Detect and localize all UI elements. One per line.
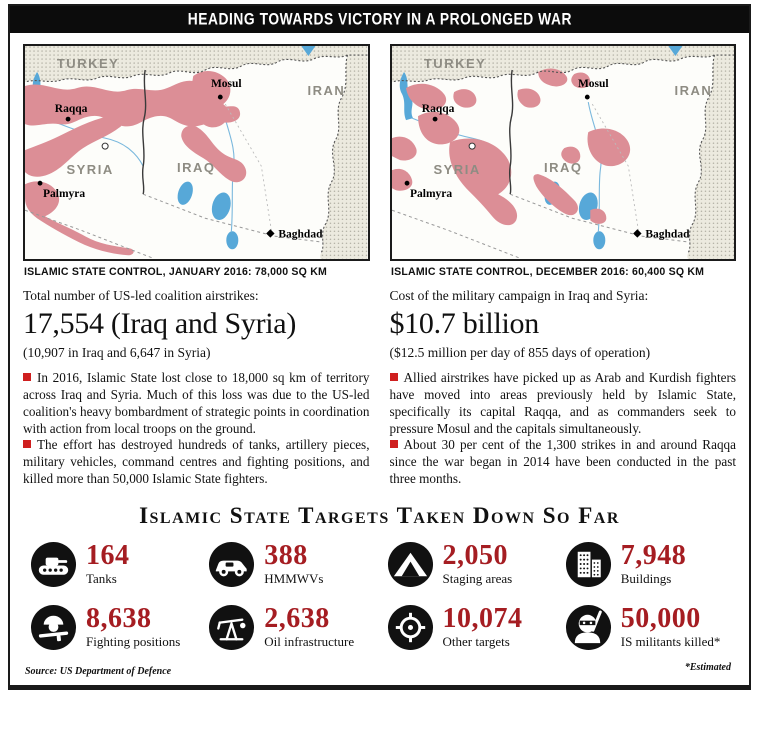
target-label: Fighting positions xyxy=(86,634,181,650)
map-panel-january xyxy=(23,44,370,278)
map-label-iraq: IRAQ xyxy=(543,160,583,176)
cost-intro: Cost of the military campaign in Iraq and Syria: xyxy=(389,288,649,304)
target-item-staging-areas xyxy=(387,541,557,588)
target-label: Other targets xyxy=(442,634,510,650)
soldier-icon xyxy=(30,604,77,651)
map-label-syria: SYRIA xyxy=(66,162,114,178)
map-label-syria: SYRIA xyxy=(432,162,481,178)
bullets-right xyxy=(390,370,737,487)
map-december-svg xyxy=(392,46,735,259)
target-item-tanks xyxy=(30,541,200,588)
oil-pump-icon xyxy=(208,604,255,651)
city-label-mosul: Mosul xyxy=(210,78,242,91)
map-january-svg xyxy=(25,46,368,259)
tent-icon xyxy=(387,541,434,588)
map-january xyxy=(23,44,370,261)
bullets-left xyxy=(23,370,370,487)
bullet-text: In 2016, Islamic State lost close to 18,000 sq km of territory across Iraq and Syria. Much of this loss was due to the US-led coalition's heavy bombardment of strategic points in coordination with action from local troops on the ground. xyxy=(23,370,370,436)
map-label-iraq: IRAQ xyxy=(176,160,216,176)
map-caption-december: ISLAMIC STATE CONTROL, DECEMBER 2016: 60,400 SQ KM xyxy=(390,266,704,279)
estimated-footnote: *Estimated xyxy=(684,661,731,673)
city-label-palmyra: Palmyra xyxy=(409,188,452,201)
bullet-square-icon xyxy=(23,373,31,381)
city-label-palmyra: Palmyra xyxy=(42,188,86,201)
map-december xyxy=(390,44,737,261)
airstrikes-intro: Total number of US-led coalition airstrikes: xyxy=(23,288,259,304)
target-item-other-targets xyxy=(387,604,557,651)
city-label-raqqa: Raqqa xyxy=(54,103,88,116)
target-value: 2,638 xyxy=(264,602,330,634)
airstrikes-detail: (10,907 in Iraq and 6,647 in Syria) xyxy=(23,345,211,361)
militant-icon xyxy=(565,604,612,651)
bullet-point xyxy=(390,370,737,437)
bullet-point xyxy=(23,437,370,487)
target-label: IS militants killed* xyxy=(620,634,721,650)
city-label-baghdad: Baghdad xyxy=(644,228,689,241)
stats-row xyxy=(10,278,749,361)
map-panel-december xyxy=(390,44,737,278)
bullet-point xyxy=(390,437,737,487)
bullet-text: Allied airstrikes have picked up as Arab and Kurdish fighters have moved into areas previously held by Islamic State, specifically its capital Raqqa, and as commanders seek to pressure Mosul and the capitals simultaneously. xyxy=(389,370,736,436)
map-label-iran: IRAN xyxy=(674,83,712,99)
bullet-square-icon xyxy=(23,440,31,448)
city-label-mosul: Mosul xyxy=(577,78,609,91)
city-label-raqqa: Raqqa xyxy=(421,103,454,116)
map-caption-january: ISLAMIC STATE CONTROL, JANUARY 2016: 78,000 SQ KM xyxy=(24,266,327,279)
target-item-fighting-positions xyxy=(30,604,200,651)
targets-heading: Islamic State Targets Taken Down So Far xyxy=(139,502,620,528)
infographic-frame xyxy=(8,4,751,690)
target-value: 10,074 xyxy=(442,602,523,634)
hmmwv-icon xyxy=(208,541,255,588)
target-label: Oil infrastructure xyxy=(264,634,355,650)
target-value: 50,000 xyxy=(620,602,701,634)
target-value: 7,948 xyxy=(620,539,687,571)
cost-detail: ($12.5 million per day of 855 days of operation) xyxy=(389,345,651,361)
map-label-iran: IRAN xyxy=(307,83,346,99)
target-item-oil-infrastructure xyxy=(208,604,378,651)
page-title: HEADING TOWARDS VICTORY IN A PROLONGED WAR xyxy=(187,9,572,30)
city-label-baghdad: Baghdad xyxy=(278,228,323,241)
bullet-text: The effort has destroyed hundreds of tanks, artillery pieces, military vehicles, command centres and fighting positions, and killed more than 50,000 Islamic State fighters. xyxy=(23,437,370,486)
airstrikes-value: 17,554 (Iraq and Syria) xyxy=(23,307,297,341)
target-item-hmmwvs xyxy=(208,541,378,588)
tank-icon xyxy=(30,541,77,588)
crosshair-icon xyxy=(387,604,434,651)
target-value: 2,050 xyxy=(442,539,508,571)
maps-row xyxy=(10,33,749,278)
target-label: Tanks xyxy=(86,571,117,587)
source-note: Source: US Department of Defence xyxy=(25,665,172,677)
target-label: Staging areas xyxy=(442,571,513,587)
bullet-square-icon xyxy=(390,440,398,448)
cost-stat xyxy=(390,288,737,361)
map-label-turkey: TURKEY xyxy=(56,56,120,72)
bullet-point xyxy=(23,370,370,437)
bullets-row xyxy=(10,361,749,487)
target-label: Buildings xyxy=(620,571,672,587)
bullet-square-icon xyxy=(390,373,398,381)
target-value: 388 xyxy=(264,539,308,571)
building-icon xyxy=(565,541,612,588)
airstrikes-stat xyxy=(23,288,370,361)
target-label: HMMWVs xyxy=(264,571,324,587)
bullet-text: About 30 per cent of the 1,300 strikes in and around Raqqa since the war began in 2014 have been conducted in the past three months. xyxy=(389,437,736,486)
target-item-buildings xyxy=(565,541,735,588)
map-label-turkey: TURKEY xyxy=(423,56,486,72)
target-value: 164 xyxy=(86,539,130,571)
targets-grid xyxy=(10,531,749,655)
target-item-is-militants-killed xyxy=(565,604,735,651)
cost-value: $10.7 billion xyxy=(389,307,539,341)
target-value: 8,638 xyxy=(86,602,152,634)
header-bar xyxy=(10,6,749,33)
